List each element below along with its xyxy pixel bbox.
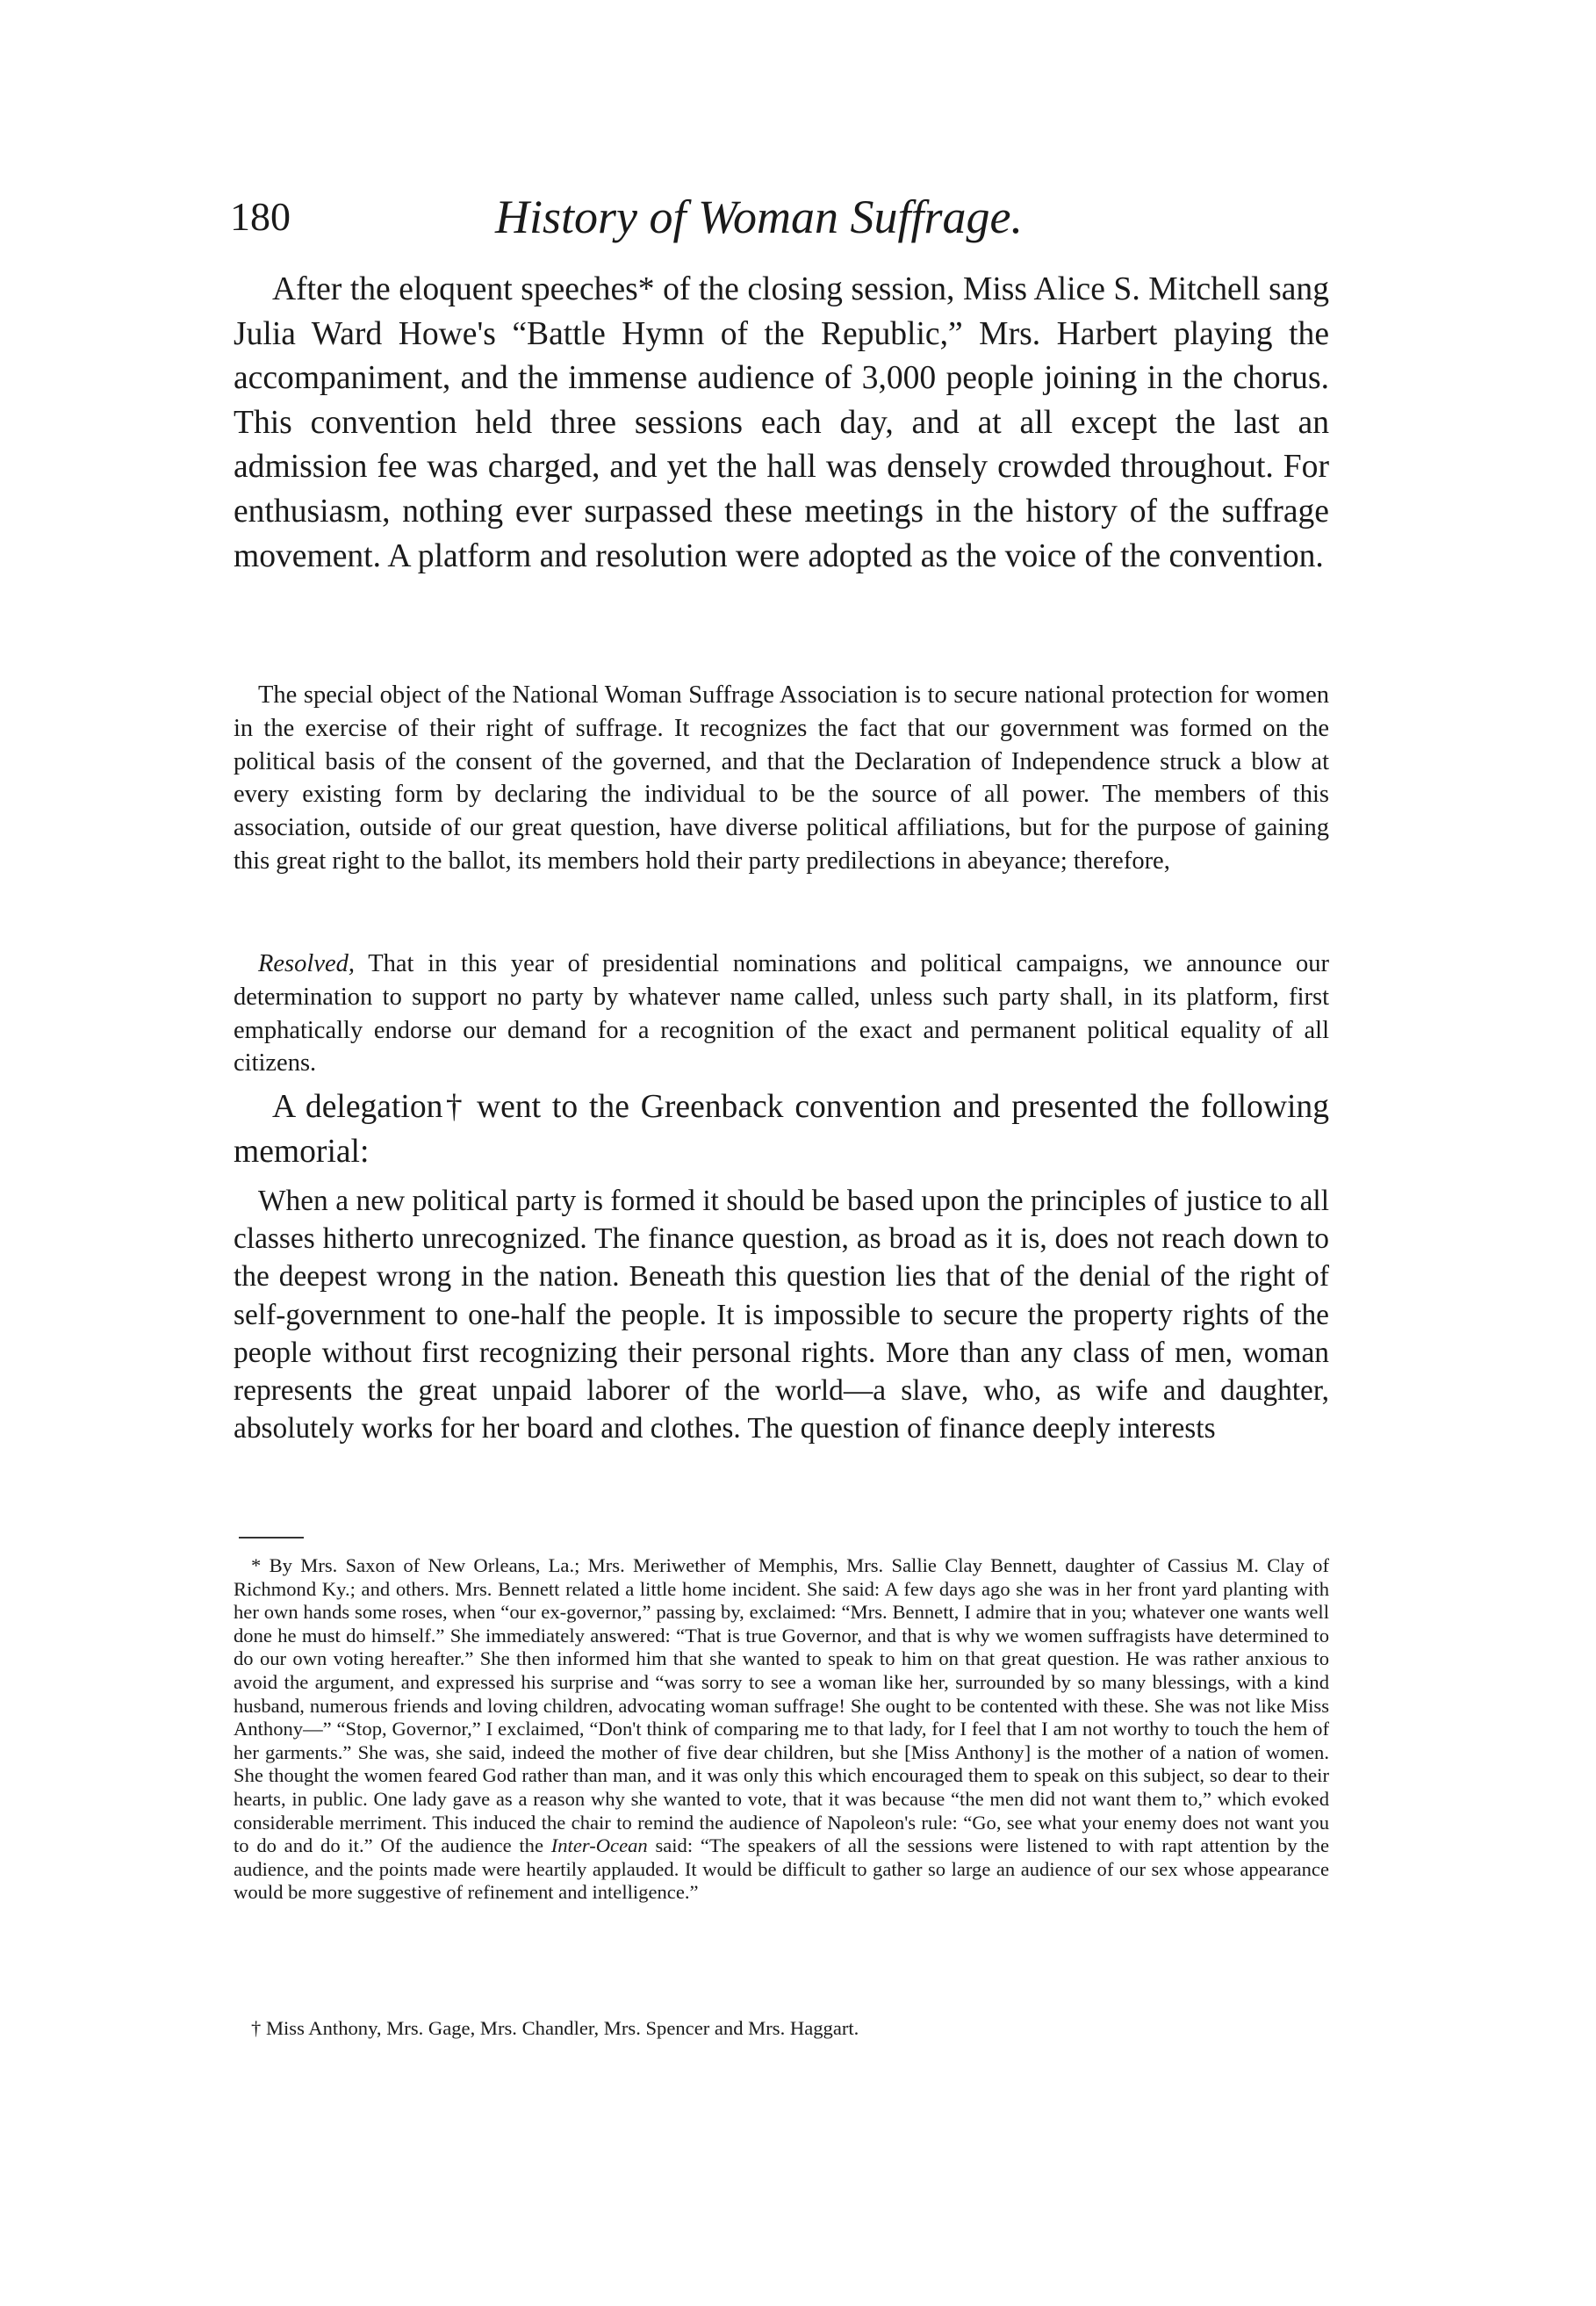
page-number: 180 bbox=[230, 194, 291, 239]
body-paragraph-delegation: A delegation† went to the Greenback convention and presented the following memorial: bbox=[234, 1089, 1329, 1170]
footnote-speakers bbox=[234, 1554, 1329, 1905]
newspaper-title: Inter-Ocean bbox=[550, 1834, 648, 1857]
body-paragraph-convention: After the eloquent speeches* of the closing session, Miss Alice S. Mitchell sang Julia Ward Howe's “Battle Hymn of the Republic,” Mrs. Harbert playing the accompaniment, and the immense audience of 3,000 people joining in the chorus. This convention held three sessions each day, and at all except the last an admission fee was charged, and yet the hall was densely crowded throughout. For enthusiasm, nothing ever surpassed these meetings in the history of the suffrage movement. A platform and resolution were adopted as the voice of the convention. bbox=[234, 271, 1329, 574]
page-header bbox=[230, 186, 1327, 248]
resolution-body: That in this year of presidential nominations and political campaigns, we announce our determination to support no party by whatever name called, unless such party shall, in its platform, first emphatically endorse our demand for a recognition of the exact and permanent political equality of all citizens. bbox=[234, 950, 1329, 1077]
footnote-delegation: † Miss Anthony, Mrs. Gage, Mrs. Chandler, Mrs. Spencer and Mrs. Haggart. bbox=[251, 2017, 859, 2039]
running-head: History of Woman Suffrage. bbox=[495, 191, 1024, 243]
resolved-label: Resolved, bbox=[258, 950, 355, 977]
platform-text: The special object of the National Woman Suffrage Association is to secure national protection for women in the exercise of their right of suffrage. It recognizes the fact that our government was formed on the political basis of the consent of the governed, and that the Declaration of Independence struck a blow at every existing form by declaring the individual to be the source of all power. The members of this association, outside of our great question, have diverse political affiliations, but for the purpose of gaining this great right to the ballot, its members hold their party predilections in abeyance; therefore, bbox=[234, 681, 1329, 875]
footnote-speakers-quote: said: “The speakers of all the sessions were listened to with rapt attention by the audience, and the points made were heartily applauded. It would be difficult to gather so large an audience of our sex whose appearance would be more suggestive of refinement and intelligence.” bbox=[234, 1834, 1329, 1904]
memorial-text: When a new political party is formed it should be based upon the principles of justice to all classes hitherto unrecognized. The finance question, as broad as it is, does not reach down to the deepest wrong in the nation. Beneath this question lies that of the denial of the right of self-government to one-half the people. It is impossible to secure the property rights of the people without first recognizing their personal rights. More than any class of men, woman represents the great unpaid laborer of the world—a slave, who, as wife and daughter, absolutely works for her board and clothes. The question of finance deeply interests bbox=[234, 1185, 1329, 1445]
resolution-text bbox=[234, 948, 1329, 1080]
footnote-divider bbox=[239, 1537, 304, 1539]
footnote-speakers-text: * By Mrs. Saxon of New Orleans, La.; Mrs. Meriwether of Memphis, Mrs. Sallie Clay Bennett, daughter of Cassius M. Clay of Richmond Ky.; and others. Mrs. Bennett related a little home incident. She said: A few days ago she was in her front yard planting with her own hands some roses, when “our ex-governor,” passing by, exclaimed: “Mrs. Bennett, I admire that in you; whatever one wants well done he must do himself.” She immediately answered: “That is true Governor, and that is why we women suffragists have determined to do our own voting hereafter.” She then informed him that she wanted to speak to him on that great question. He was rather anxious to avoid the argument, and expressed his surprise and “was sorry to see a woman like her, surrounded by so many blessings, with a kind husband, numerous friends and loving children, advocating woman suffrage! She ought to be contented with these. She was not like Miss Anthony—” “Stop, Governor,” I exclaimed, “Don't think of comparing me to that lady, for I feel that I am not worthy to touch the hem of her garments.” She was, she said, indeed the mother of five dear children, but she [Miss Anthony] is the mother of a nation of women. She thought the women feared God rather than man, and it was only this which encouraged them to speak on this subject, so dear to their hearts, in public. One lady gave as a reason why she wanted to vote, that it was because “the men did not want them to,” which evoked considerable merriment. This induced the chair to remind the audience of Napoleon's rule: “Go, see what your enemy does not want you to do and do it.” Of the audience the bbox=[234, 1554, 1329, 1857]
